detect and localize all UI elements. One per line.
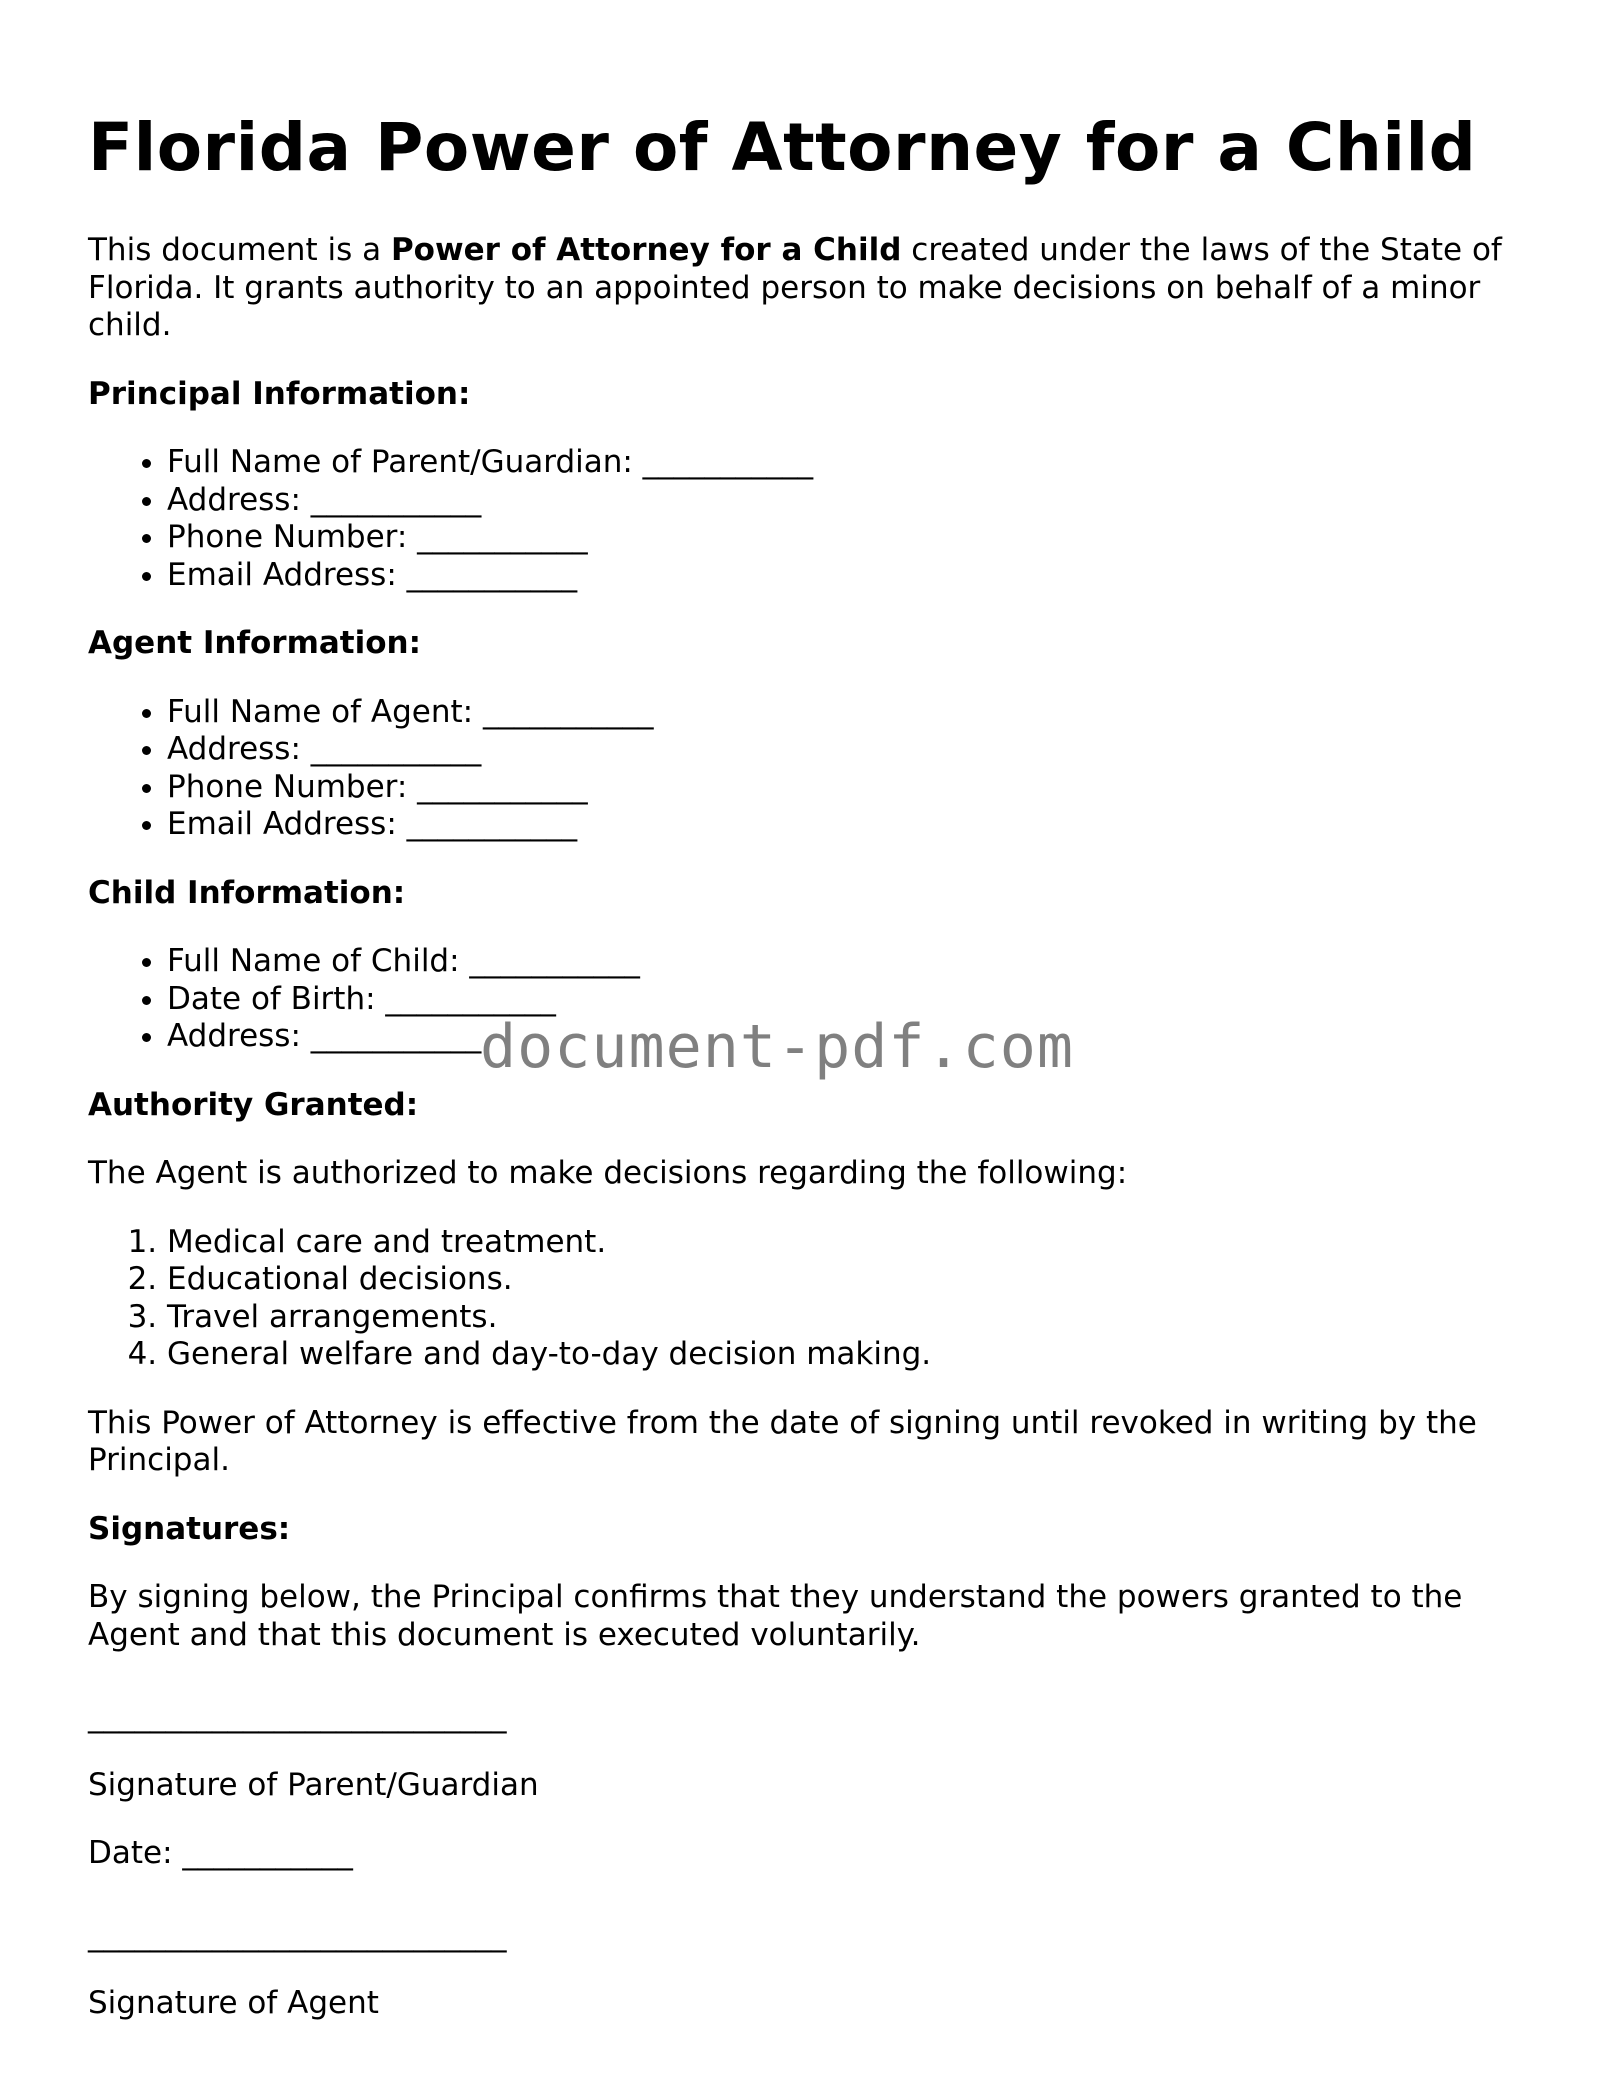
principal-heading: Principal Information:: [88, 375, 471, 412]
intro-text-end: created under the laws of the State of Florida. It grants authority to an appointed person to make decisions on behalf of a minor child.: [88, 232, 1502, 343]
principal-phone-field: • Phone Number: ___________: [167, 519, 1528, 557]
agent-list: [88, 694, 1528, 844]
signatures-heading: Signatures:: [88, 1510, 291, 1547]
authority-item-medical: 1. Medical care and treatment.: [167, 1224, 1528, 1262]
authority-list: [88, 1224, 1528, 1374]
principal-email-field: • Email Address: ___________: [167, 557, 1528, 595]
principal-address-field: • Address: ___________: [167, 482, 1528, 520]
signature-date-field: Date: ___________: [88, 1835, 353, 1871]
document-title: Florida Power of Attorney for a Child: [88, 109, 1477, 186]
principal-list: [88, 444, 1528, 594]
intro-paragraph: [88, 232, 1528, 345]
agent-email-field: • Email Address: ___________: [167, 806, 1528, 844]
agent-signature-label: Signature of Agent: [88, 1985, 379, 2021]
signature-statement: By signing below, the Principal confirms that they understand the powers granted to the Agent and that this document is executed voluntarily.: [88, 1579, 1463, 1653]
agent-address-field: • Address: ___________: [167, 731, 1528, 769]
authority-lead: The Agent is authorized to make decisions regarding the following:: [88, 1155, 1128, 1191]
authority-item-education: 2. Educational decisions.: [167, 1261, 1528, 1299]
intro-bold-term: Power of Attorney for a Child: [390, 232, 902, 268]
watermark: document-pdf.com: [480, 1012, 1074, 1082]
authority-item-welfare: 4. General welfare and day-to-day decision making.: [167, 1336, 1528, 1374]
authority-item-travel: 3. Travel arrangements.: [167, 1299, 1528, 1337]
agent-signature-line: ___________________________: [88, 1916, 507, 1953]
child-heading: Child Information:: [88, 874, 406, 911]
parent-signature-line: ___________________________: [88, 1698, 507, 1734]
agent-name-field: • Full Name of Agent: ___________: [167, 694, 1528, 732]
effective-statement: This Power of Attorney is effective from the date of signing until revoked in writing by the Principal.: [88, 1404, 1477, 1478]
principal-name-field: • Full Name of Parent/Guardian: ___________: [167, 444, 1528, 482]
child-address-field: • Address: ___________: [167, 1018, 1528, 1056]
agent-heading: Agent Information:: [88, 625, 421, 661]
child-dob-field: • Date of Birth: ___________: [167, 981, 1528, 1019]
parent-signature-label: Signature of Parent/Guardian: [88, 1766, 539, 1803]
child-name-field: • Full Name of Child: ___________: [167, 943, 1528, 981]
authority-heading: Authority Granted:: [88, 1086, 419, 1123]
agent-phone-field: • Phone Number: ___________: [167, 769, 1528, 807]
intro-text-start: This document is a: [88, 232, 391, 268]
